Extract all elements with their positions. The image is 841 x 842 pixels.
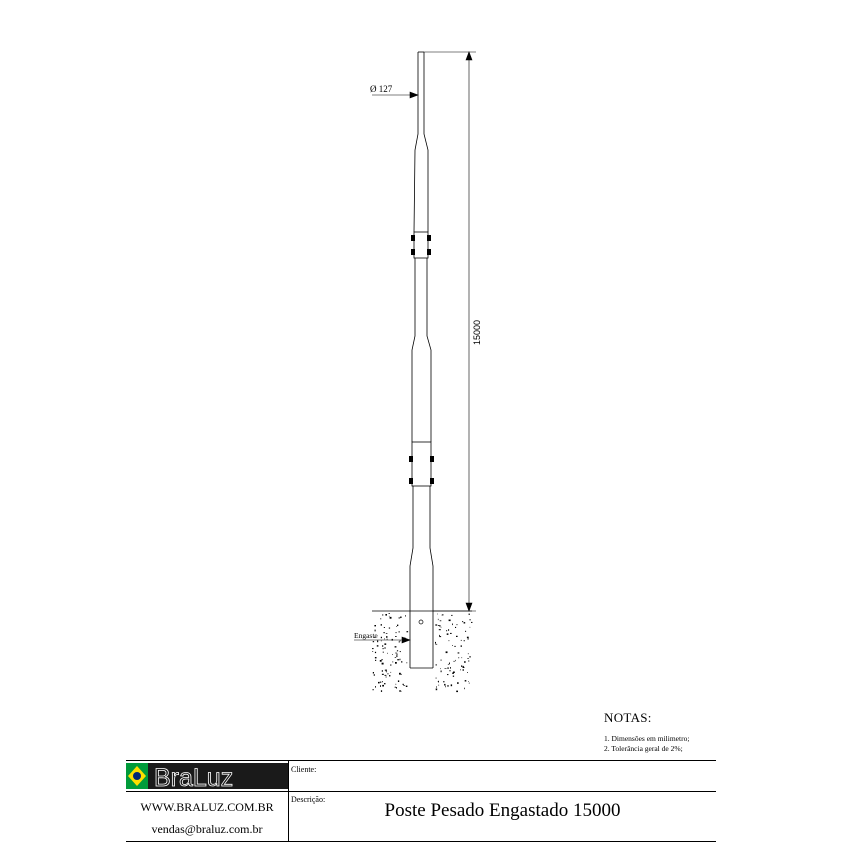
concrete-speckle — [400, 659, 401, 661]
concrete-speckle — [438, 685, 439, 686]
lower-clamp — [409, 456, 434, 484]
concrete-speckle — [471, 622, 472, 623]
concrete-speckle — [396, 684, 397, 685]
concrete-speckle — [384, 627, 385, 628]
concrete-speckle — [454, 646, 456, 647]
concrete-speckle — [461, 645, 462, 646]
concrete-speckle — [381, 641, 382, 642]
concrete-speckle — [468, 638, 469, 639]
concrete-speckle — [456, 636, 458, 637]
concrete-speckle — [445, 668, 447, 669]
concrete-speckle — [469, 683, 470, 684]
height-dimension-text: 15000 — [472, 319, 482, 345]
concrete-speckle — [382, 659, 383, 660]
concrete-speckle — [407, 662, 408, 663]
concrete-speckle — [386, 672, 387, 673]
concrete-speckle — [372, 651, 373, 652]
concrete-speckle — [375, 652, 376, 653]
concrete-speckle — [464, 688, 465, 690]
concrete-speckle — [468, 661, 469, 662]
concrete-speckle — [452, 624, 453, 626]
concrete-speckle — [395, 646, 397, 647]
notes-title: NOTAS: — [604, 710, 652, 725]
concrete-speckle — [397, 650, 398, 651]
concrete-speckle — [381, 690, 382, 692]
concrete-speckle — [436, 689, 438, 691]
concrete-speckle — [440, 668, 441, 669]
concrete-speckle — [464, 622, 466, 623]
concrete-speckle — [440, 620, 442, 621]
concrete-speckle — [382, 614, 383, 616]
concrete-speckle — [373, 641, 374, 642]
concrete-speckle — [385, 675, 387, 676]
concrete-speckle — [396, 654, 397, 655]
concrete-speckle — [395, 636, 397, 637]
concrete-speckle — [439, 625, 440, 626]
email-text: vendas@braluz.com.br — [151, 822, 263, 836]
concrete-speckle — [399, 618, 401, 619]
concrete-speckle — [380, 660, 382, 662]
concrete-speckle — [382, 670, 383, 672]
concrete-speckle — [469, 614, 470, 615]
concrete-speckle — [449, 663, 450, 665]
concrete-speckle — [382, 663, 384, 665]
concrete-speckle — [463, 667, 465, 668]
concrete-speckle — [436, 664, 437, 666]
concrete-speckle — [387, 639, 388, 640]
concrete-speckle — [399, 673, 401, 675]
concrete-speckle — [389, 616, 390, 617]
concrete-speckle — [438, 681, 439, 682]
concrete-speckle — [382, 685, 384, 687]
concrete-speckle — [469, 656, 471, 657]
concrete-speckle — [395, 657, 397, 658]
concrete-speckle — [384, 643, 386, 645]
concrete-speckle — [448, 664, 449, 665]
concrete-speckle — [452, 645, 453, 646]
description-label: Descrição: — [291, 795, 326, 804]
concrete-speckle — [383, 652, 384, 653]
concrete-speckle — [437, 614, 438, 615]
concrete-speckle — [449, 670, 451, 671]
embedment-label: Engaste — [354, 631, 378, 640]
title-block — [126, 760, 716, 842]
concrete-speckle — [407, 631, 409, 632]
concrete-speckle — [469, 620, 471, 621]
concrete-speckle — [470, 627, 471, 628]
concrete-speckle — [389, 628, 390, 629]
concrete-speckle — [382, 645, 383, 647]
concrete-speckle — [385, 614, 387, 616]
concrete-speckle — [403, 685, 405, 686]
concrete-speckle — [397, 651, 398, 652]
concrete-speckle — [405, 615, 406, 617]
pole-shaft — [410, 52, 433, 668]
concrete-speckle — [436, 678, 437, 679]
concrete-speckle — [439, 636, 441, 637]
concrete-speckle — [400, 651, 401, 652]
concrete-speckle — [382, 674, 384, 675]
concrete-speckle — [467, 637, 469, 638]
concrete-speckle — [381, 624, 382, 626]
concrete-speckle — [377, 645, 379, 646]
concrete-speckle — [468, 681, 469, 682]
concrete-speckle — [467, 658, 469, 659]
concrete-speckle — [378, 682, 380, 684]
concrete-speckle — [447, 633, 449, 635]
concrete-speckle — [400, 641, 401, 642]
concrete-speckle — [389, 613, 391, 614]
note-item: 2. Tolerância geral de 2%; — [604, 744, 683, 753]
pole-hole — [419, 620, 423, 624]
concrete-speckle — [465, 680, 467, 681]
concrete-speckle — [400, 617, 402, 618]
concrete-speckle — [435, 642, 436, 644]
concrete-speckle — [392, 661, 393, 662]
concrete-speckle — [451, 615, 452, 616]
concrete-speckle — [380, 618, 381, 619]
concrete-speckle — [448, 667, 449, 669]
concrete-speckle — [457, 682, 459, 684]
concrete-speckle — [374, 625, 376, 626]
concrete-speckle — [382, 648, 384, 649]
concrete-speckle — [449, 620, 451, 622]
concrete-speckle — [451, 684, 452, 686]
client-label: Cliente: — [291, 765, 317, 774]
concrete-speckle — [453, 661, 454, 662]
concrete-speckle — [382, 681, 383, 682]
concrete-speckle — [439, 629, 441, 630]
concrete-speckle — [384, 683, 386, 684]
concrete-speckle — [384, 632, 385, 633]
concrete-speckle — [374, 674, 375, 675]
concrete-speckle — [456, 624, 457, 625]
concrete-speckle — [455, 627, 456, 628]
concrete-speckle — [384, 648, 386, 649]
concrete-speckle — [375, 660, 376, 661]
concrete-speckle — [392, 654, 393, 655]
concrete-speckle — [406, 686, 408, 687]
concrete-speckle — [445, 686, 446, 688]
braluz-logo — [126, 761, 288, 791]
concrete-speckle — [446, 651, 448, 653]
concrete-speckle — [453, 676, 454, 677]
concrete-speckle — [446, 630, 447, 631]
concrete-speckle — [442, 615, 444, 616]
concrete-speckle — [462, 621, 463, 622]
description-text: Poste Pesado Engastado 15000 — [384, 800, 621, 821]
concrete-speckle — [447, 674, 448, 675]
concrete-speckle — [375, 657, 377, 658]
concrete-speckle — [460, 669, 461, 670]
concrete-speckle — [438, 625, 440, 626]
concrete-speckle — [391, 672, 392, 673]
concrete-speckle — [398, 632, 400, 633]
concrete-speckle — [390, 664, 391, 666]
concrete-speckle — [399, 690, 400, 692]
concrete-speckle — [390, 617, 392, 619]
concrete-speckle — [468, 653, 469, 654]
note-item: 1. Dimensões em milimetro; — [604, 734, 690, 743]
concrete-speckle — [456, 691, 458, 693]
concrete-speckle — [450, 633, 452, 634]
concrete-speckle — [387, 653, 388, 654]
concrete-speckle — [397, 625, 398, 626]
concrete-speckle — [380, 685, 381, 687]
concrete-speckle — [448, 629, 449, 630]
concrete-speckle — [389, 675, 390, 676]
concrete-speckle — [375, 686, 376, 688]
concrete-speckle — [443, 681, 444, 682]
concrete-speckle — [397, 659, 399, 660]
concrete-speckle — [441, 659, 442, 661]
concrete-speckle — [441, 671, 442, 673]
concrete-speckle — [435, 644, 437, 645]
logo-text: BraLuz — [154, 764, 234, 791]
concrete-speckle — [438, 619, 439, 620]
concrete-speckle — [461, 657, 462, 658]
concrete-speckle — [463, 669, 464, 671]
concrete-speckle — [464, 640, 465, 641]
concrete-speckle — [386, 636, 388, 638]
title-block-divider — [126, 791, 716, 792]
concrete-speckle — [435, 624, 437, 625]
concrete-speckle — [398, 680, 399, 682]
concrete-speckle — [436, 686, 437, 687]
concrete-speckle — [377, 640, 378, 642]
concrete-speckle — [386, 633, 388, 634]
concrete-speckle — [458, 657, 459, 658]
concrete-speckle — [461, 640, 462, 641]
concrete-speckle — [452, 673, 454, 674]
concrete-speckle — [396, 655, 398, 656]
height-dimension — [424, 52, 476, 611]
concrete-speckle — [399, 641, 400, 643]
notes-section — [604, 710, 824, 754]
concrete-speckle — [384, 638, 385, 639]
concrete-speckle — [372, 689, 374, 690]
concrete-speckle — [455, 660, 456, 661]
concrete-speckle — [450, 667, 451, 669]
concrete-speckle — [396, 626, 397, 627]
concrete-speckle — [385, 670, 386, 672]
concrete-speckle — [403, 684, 404, 685]
concrete-speckle — [395, 687, 396, 688]
concrete-speckle — [385, 677, 387, 678]
concrete-speckle — [465, 631, 466, 632]
concrete-speckle — [444, 684, 445, 686]
concrete-speckle — [464, 661, 466, 662]
concrete-speckle — [448, 640, 449, 641]
concrete-speckle — [441, 627, 442, 628]
concrete-speckle — [447, 685, 448, 687]
concrete-speckle — [458, 652, 460, 653]
concrete-speckle — [372, 648, 374, 649]
concrete-speckle — [387, 673, 388, 674]
concrete-speckle — [461, 665, 462, 667]
concrete-speckle — [395, 662, 397, 664]
diameter-dimension-text: Ø 127 — [370, 84, 393, 94]
concrete-speckle — [395, 653, 397, 654]
concrete-speckle — [373, 672, 374, 674]
concrete-speckle — [396, 632, 397, 633]
concrete-speckle — [401, 691, 402, 692]
concrete-speckle — [396, 687, 397, 689]
concrete-speckle — [401, 661, 402, 662]
website-text: WWW.BRALUZ.COM.BR — [140, 800, 274, 814]
concrete-speckle — [467, 672, 468, 673]
concrete-speckle — [380, 682, 381, 683]
concrete-speckle — [381, 637, 382, 638]
